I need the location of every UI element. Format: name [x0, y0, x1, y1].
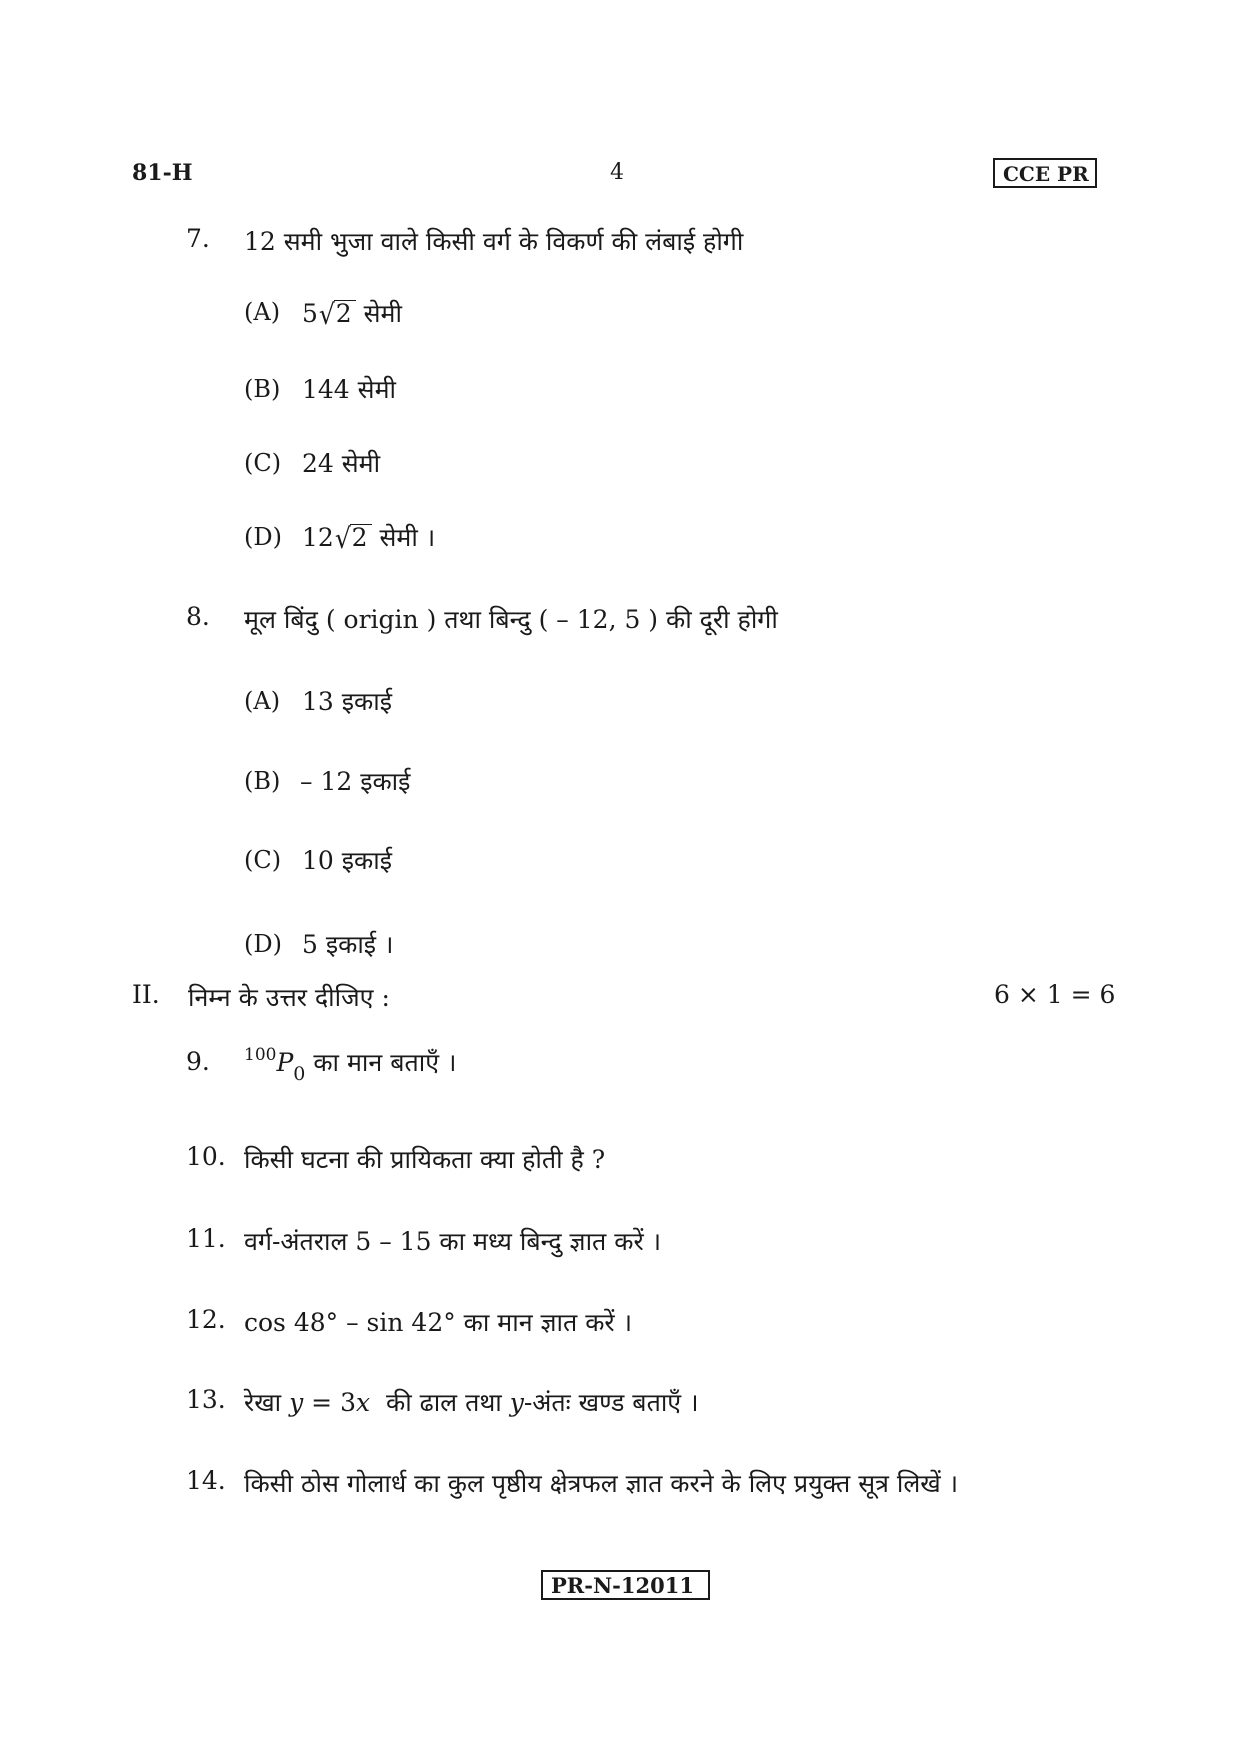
section-instruction: निम्न के उत्तर दीजिए : — [188, 983, 390, 1012]
section-numeral: II. — [132, 980, 160, 1009]
q7-option-d-suffix: सेमी । — [379, 523, 436, 552]
question-8-number: 8. — [186, 602, 210, 631]
question-12-text: cos 48° – sin 42° का मान ज्ञात करें । — [244, 1308, 633, 1337]
q8-option-c-label: (C) — [244, 846, 282, 874]
question-8-text: मूल बिंदु ( origin ) तथा बिन्दु ( – 12, 5 ) की दूरी होगी — [244, 605, 778, 634]
question-9-text — [244, 1045, 456, 1085]
q13-pre: रेखा — [244, 1388, 282, 1417]
q13-post: -अंतः खण्ड बताएँ । — [523, 1388, 699, 1417]
q13-yvar: y — [509, 1388, 524, 1417]
question-11-number: 11. — [186, 1224, 226, 1253]
paper-code: 81-H — [132, 160, 193, 186]
question-13-text — [244, 1385, 699, 1419]
q9-variable: P — [276, 1048, 294, 1077]
q7-option-d-text — [302, 520, 435, 555]
q8-option-b-label: (B) — [244, 767, 281, 795]
q13-eq-x: x — [355, 1388, 371, 1417]
question-14-text: किसी ठोस गोलार्ध का कुल पृष्ठीय क्षेत्रफल ज्ञात करने के लिए प्रयुक्त सूत्र लिखें । — [244, 1469, 959, 1498]
q13-eq-mid: = 3 — [303, 1388, 356, 1417]
question-7-number: 7. — [186, 224, 210, 253]
q7-option-d-radicand: 2 — [350, 524, 372, 551]
q8-option-a-label: (A) — [244, 687, 281, 715]
q7-option-c-text: 24 सेमी — [302, 449, 381, 478]
q8-option-c-text: 10 इकाई — [302, 846, 392, 875]
question-14-number: 14. — [186, 1466, 226, 1495]
page-number: 4 — [610, 160, 624, 185]
q7-option-d-prefix: 12 — [302, 523, 334, 552]
q7-option-b-text: 144 सेमी — [302, 375, 396, 404]
q9-body: का मान बताएँ । — [313, 1048, 457, 1077]
q13-mid: की ढाल तथा — [386, 1388, 502, 1417]
q7-option-d-label: (D) — [244, 523, 282, 551]
question-12-number: 12. — [186, 1305, 226, 1334]
q7-option-a-radicand: 2 — [334, 300, 356, 327]
q8-option-d-text: 5 इकाई । — [302, 930, 394, 959]
q7-option-a-prefix: 5 — [302, 299, 318, 328]
section-marks: 6 × 1 = 6 — [994, 980, 1116, 1009]
question-9-number: 9. — [186, 1047, 210, 1076]
question-13-number: 13. — [186, 1385, 226, 1414]
q8-option-d-label: (D) — [244, 930, 282, 958]
question-10-text: किसी घटना की प्रायिकता क्या होती है ? — [244, 1145, 606, 1174]
q7-option-c-label: (C) — [244, 449, 282, 477]
question-10-number: 10. — [186, 1142, 226, 1171]
question-11-text: वर्ग-अंतराल 5 – 15 का मध्य बिन्दु ज्ञात करें । — [244, 1227, 662, 1256]
q8-option-b-text: – 12 इकाई — [300, 767, 411, 796]
q9-subscript: 0 — [293, 1063, 306, 1085]
footer-code-box: PR-N-12011 — [541, 1570, 710, 1600]
q7-option-a-suffix: सेमी — [363, 299, 402, 328]
sqrt-symbol: √2 — [318, 298, 356, 331]
q7-option-a-text — [302, 296, 402, 331]
q9-superscript: 100 — [244, 1045, 277, 1065]
q7-option-b-label: (B) — [244, 375, 281, 403]
q13-eq-y: y — [289, 1388, 304, 1417]
exam-code-box: CCE PR — [993, 158, 1097, 188]
q8-option-a-text: 13 इकाई — [302, 687, 392, 716]
question-7-text: 12 समी भुजा वाले किसी वर्ग के विकर्ण की लंबाई होगी — [244, 227, 744, 256]
q7-option-a-label: (A) — [244, 298, 281, 326]
sqrt-symbol: √2 — [334, 522, 372, 555]
